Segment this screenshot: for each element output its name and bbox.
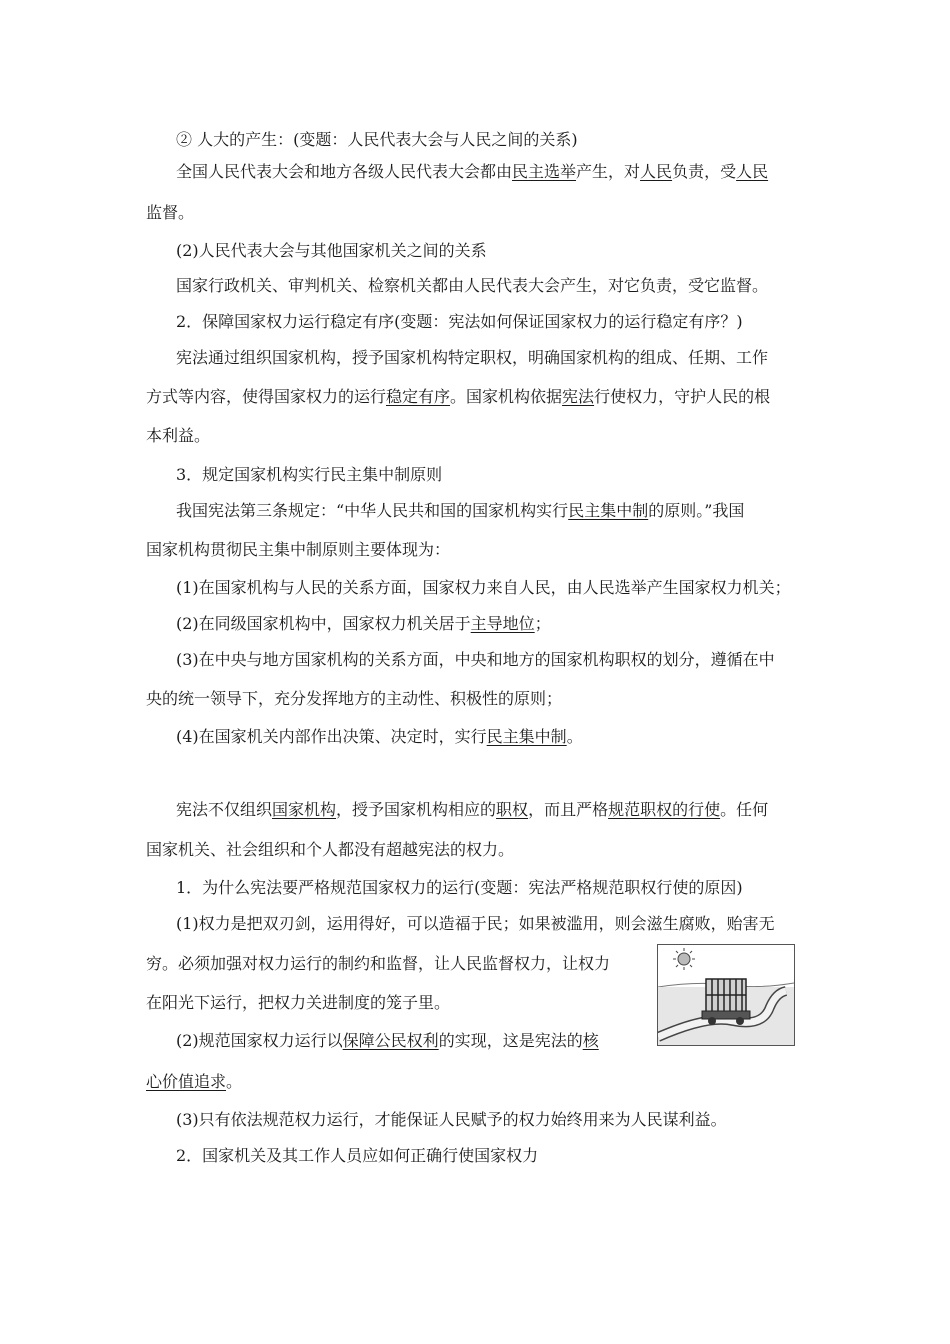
text-segment: ； <box>534 614 551 633</box>
text-line <box>176 878 743 898</box>
text-segment: 在阳光下运行，把权力关进制度的笼子里。 <box>146 993 451 1012</box>
text-segment: (4)在国家机关内部作出决策、决定时，实行 <box>176 727 487 746</box>
underlined-term: 核 <box>582 1031 599 1050</box>
text-segment: 2．保障国家权力运行稳定有序(变题：宪法如何保证国家权力的运行稳定有序？) <box>176 312 743 331</box>
text-segment: 。 <box>226 1072 243 1091</box>
text-segment: 我国宪法第三条规定：“中华人民共和国的国家机构实行 <box>176 501 569 520</box>
underlined-term: 民主选举 <box>512 162 577 181</box>
text-segment: 本利益。 <box>146 426 211 445</box>
text-segment: ，而且严格 <box>528 800 609 819</box>
text-segment: (3)只有依法规范权力运行，才能保证人民赋予的权力始终用来为人民谋利益。 <box>176 1110 727 1129</box>
underlined-term: 保障公民权利 <box>342 1031 439 1050</box>
text-segment: (2)在同级国家机构中，国家权力机关居于 <box>176 614 471 633</box>
text-segment: (3)在中央与地方国家机构的关系方面，中央和地方的国家机构职权的划分，遵循在中 <box>176 650 775 669</box>
text-line <box>146 203 194 223</box>
text-line <box>146 993 450 1013</box>
cage-car-drawing <box>658 945 794 1045</box>
text-segment: 行使权力，守护人民的根 <box>594 387 771 406</box>
text-line <box>176 348 768 368</box>
text-line <box>176 650 775 670</box>
underlined-term: 民主集中制 <box>486 727 567 746</box>
underlined-term: 国家机构 <box>272 800 337 819</box>
underlined-term: 人民 <box>736 162 769 181</box>
underlined-term: 心价值追求 <box>146 1072 227 1091</box>
text-line <box>176 800 768 820</box>
text-line <box>146 689 562 709</box>
text-line <box>176 914 775 934</box>
underlined-term: 规范职权的行使 <box>608 800 721 819</box>
text-segment: ② 人大的产生：(变题：人民代表大会与人民之间的关系) <box>176 130 578 149</box>
text-segment: 央的统一领导下，充分发挥地方的主动性、积极性的原则； <box>146 689 563 708</box>
underlined-term: 宪法 <box>562 387 595 406</box>
underlined-term: 主导地位 <box>470 614 535 633</box>
text-line <box>176 465 442 485</box>
text-segment: 。国家机构依据 <box>450 387 563 406</box>
text-line <box>176 727 583 747</box>
text-line <box>146 540 450 560</box>
text-segment: 穷。必须加强对权力运行的制约和监督，让人民监督权力，让权力 <box>146 954 611 973</box>
text-segment: ，授予国家机构相应的 <box>336 800 497 819</box>
text-segment: (2)规范国家权力运行以 <box>176 1031 343 1050</box>
text-line <box>146 840 514 860</box>
text-segment: 的实现，这是宪法的 <box>438 1031 583 1050</box>
text-line <box>176 276 768 296</box>
text-line <box>176 614 551 634</box>
text-line <box>146 426 210 446</box>
text-segment: 。 <box>566 727 583 746</box>
text-line <box>176 1146 538 1166</box>
text-segment: 国家行政机关、审判机关、检察机关都由人民代表大会产生，对它负责，受它监督。 <box>176 276 769 295</box>
text-segment: 国家机关、社会组织和个人都没有超越宪法的权力。 <box>146 840 515 859</box>
text-line <box>176 241 487 261</box>
text-segment: 宪法通过组织国家机构，授予国家机构特定职权，明确国家机构的组成、任期、工作 <box>176 348 769 367</box>
text-line <box>146 954 610 974</box>
underlined-term: 稳定有序 <box>386 387 451 406</box>
underlined-term: 民主集中制 <box>568 501 649 520</box>
text-segment: 。任何 <box>720 800 769 819</box>
text-segment: (2)人民代表大会与其他国家机关之间的关系 <box>176 241 487 260</box>
text-segment: 产生，对 <box>576 162 641 181</box>
text-segment: (1)权力是把双刃剑，运用得好，可以造福于民；如果被滥用，则会滋生腐败，贻害无 <box>176 914 775 933</box>
text-segment: 1．为什么宪法要严格规范国家权力的运行(变题：宪法严格规范职权行使的原因) <box>176 878 743 897</box>
text-line <box>176 312 743 332</box>
text-segment: 2．国家机关及其工作人员应如何正确行使国家权力 <box>176 1146 539 1165</box>
text-line <box>176 162 768 182</box>
text-segment: 宪法不仅组织 <box>176 800 273 819</box>
text-segment: 负责，受 <box>672 162 737 181</box>
text-line <box>176 578 791 598</box>
text-segment: 3．规定国家机构实行民主集中制原则 <box>176 465 443 484</box>
text-segment: (1)在国家机构与人民的关系方面，国家权力来自人民，由人民选举产生国家权力机关； <box>176 578 791 597</box>
text-line <box>176 501 744 521</box>
text-segment: 国家机构贯彻民主集中制原则主要体现为： <box>146 540 451 559</box>
text-segment: 监督。 <box>146 203 195 222</box>
text-line <box>146 387 770 407</box>
text-line <box>176 1031 599 1051</box>
underlined-term: 人民 <box>640 162 673 181</box>
underlined-term: 职权 <box>496 800 529 819</box>
text-segment: 方式等内容，使得国家权力的运行 <box>146 387 387 406</box>
text-line <box>176 1110 727 1130</box>
text-segment: 全国人民代表大会和地方各级人民代表大会都由 <box>176 162 513 181</box>
text-line <box>176 130 578 150</box>
text-segment: 的原则。”我国 <box>648 501 745 520</box>
power-in-cage-illustration <box>657 944 795 1046</box>
text-line <box>146 1072 242 1092</box>
